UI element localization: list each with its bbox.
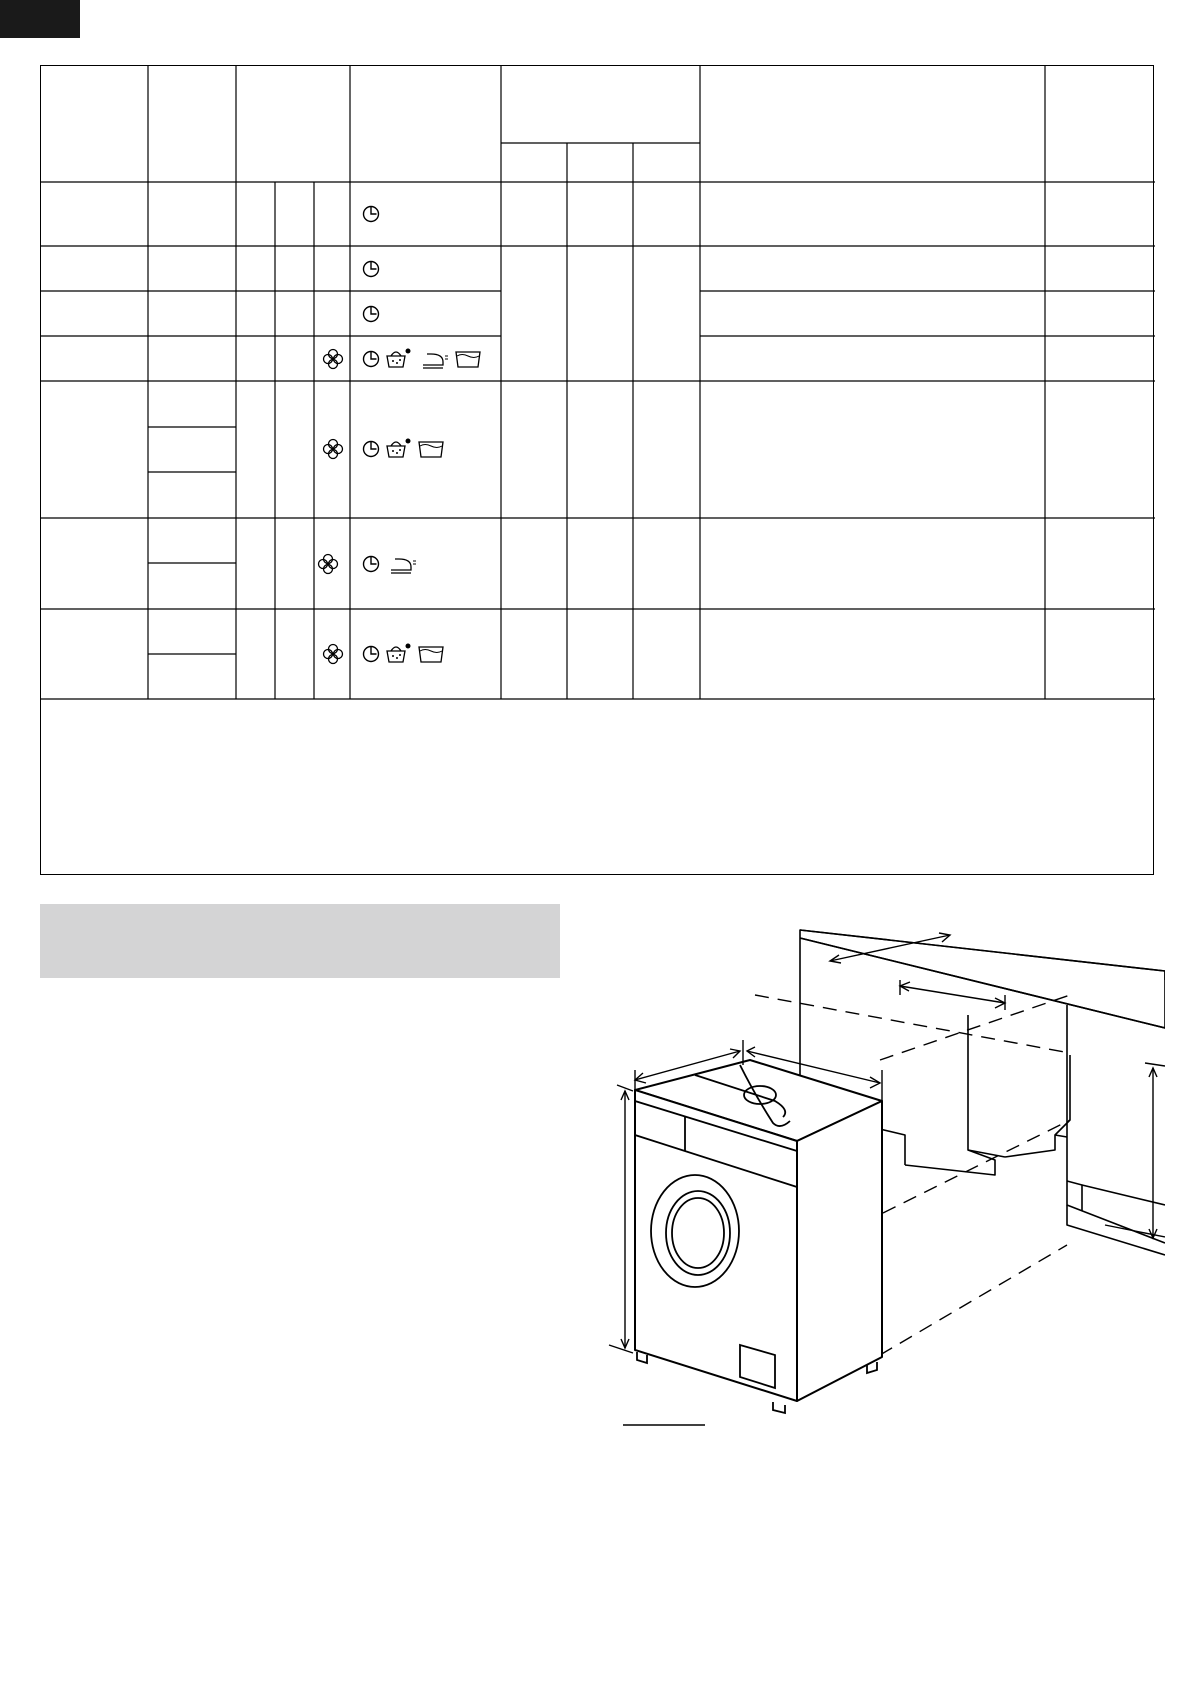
installation-diagram [585, 905, 1165, 1440]
prewash-icon [387, 644, 411, 663]
row-1-symbols [364, 207, 379, 222]
program-table-grid [41, 66, 1155, 876]
timer-icon [364, 207, 379, 222]
fan-icon [324, 440, 343, 459]
fan-icon [324, 645, 343, 664]
row-5-symbols [324, 439, 444, 459]
prewash-icon [387, 349, 411, 368]
tub-icon [419, 442, 443, 457]
prewash-icon [387, 439, 411, 458]
timer-icon [364, 352, 379, 367]
timer-icon [364, 442, 379, 457]
row-3-symbols [364, 307, 379, 322]
row-6-symbols [319, 555, 417, 574]
row-2-symbols [364, 262, 379, 277]
tub-icon [419, 647, 443, 662]
fan-icon [319, 555, 338, 574]
tub-icon [456, 352, 480, 367]
page-number-tab [0, 0, 80, 38]
timer-icon [364, 262, 379, 277]
row-4-symbols [324, 349, 481, 369]
fan-icon [324, 350, 343, 369]
program-table [40, 65, 1154, 875]
section-banner [40, 904, 560, 978]
timer-icon [364, 557, 379, 572]
iron-icon [423, 354, 448, 368]
timer-icon [364, 647, 379, 662]
timer-icon [364, 307, 379, 322]
iron-icon [391, 559, 416, 573]
row-7-symbols [324, 644, 444, 664]
